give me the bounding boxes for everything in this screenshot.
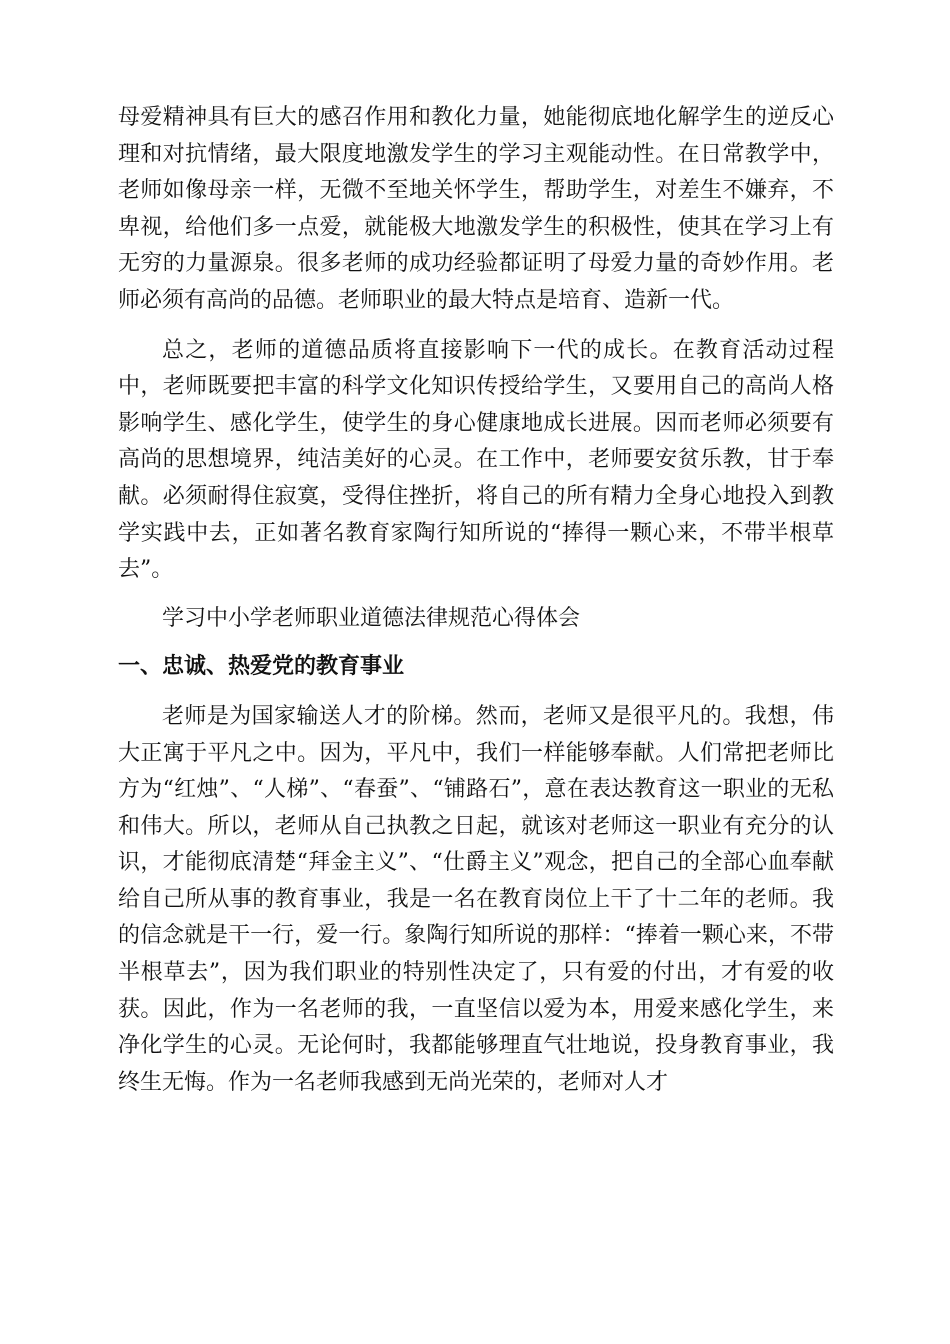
document-page — [118, 100, 834, 1101]
paragraph-maternal-love: 母爱精神具有巨大的感召作用和教化力量，她能彻底地化解学生的逆反心理和对抗情绪，最大限度地激发学生的学习主观能动性。在日常教学中，老师如像母亲一样，无微不至地关怀学生，帮助学生，对差生不嫌弃，不卑视，给他们多一点爱，就能极大地激发学生的积极性，使其在学习上有无穷的力量源泉。很多老师的成功经验都证明了母爱力量的奇妙作用。老师必须有高尚的品德。老师职业的最大特点是培育、造新一代。 — [118, 105, 834, 313]
section-heading: 一、忠诚、热爱党的教育事业 — [118, 654, 405, 680]
paragraph-teacher-ladder: 老师是为国家输送人才的阶梯。然而，老师又是很平凡的。我想，伟大正寓于平凡之中。因为，平凡中，我们一样能够奉献。人们常把老师比方为“红烛”、“人梯”、“春蚕”、“铺路石”，意在表达教育这一职业的无私和伟大。所以，老师从自己执教之日起，就该对老师这一职业有充分的认识，才能彻底清楚“拜金主义”、“仕爵主义”观念，把自己的全部心血奉献给自己所从事的教育事业，我是一名在教育岗位上干了十二年的老师。我的信念就是干一行，爱一行。象陶行知所说的那样：“捧着一颗心来，不带半根草去”，因为我们职业的特别性决定了，只有爱的付出，才有爱的收获。因此，作为一名老师的我，一直坚信以爱为本，用爱来感化学生，来净化学生的心灵。无论何时，我都能够理直气壮地说，投身教育事业，我终生无悔。作为一名老师我感到无尚光荣的，老师对人才 — [118, 703, 834, 1095]
paragraph-conclusion: 总之，老师的道德品质将直接影响下一代的成长。在教育活动过程中，老师既要把丰富的科学文化知识传授给学生，又要用自己的高尚人格影响学生、感化学生，使学生的身心健康地成长进展。因而老师必须要有高尚的思想境界，纯洁美好的心灵。在工作中，老师要安贫乐教，甘于奉献。必须耐得住寂寞，受得住挫折，将自己的所有精力全身心地投入到教学实践中去，正如著名教育家陶行知所说的“捧得一颗心来，不带半根草去”。 — [118, 337, 834, 583]
document-subtitle: 学习中小学老师职业道德法律规范心得体会 — [162, 605, 581, 631]
